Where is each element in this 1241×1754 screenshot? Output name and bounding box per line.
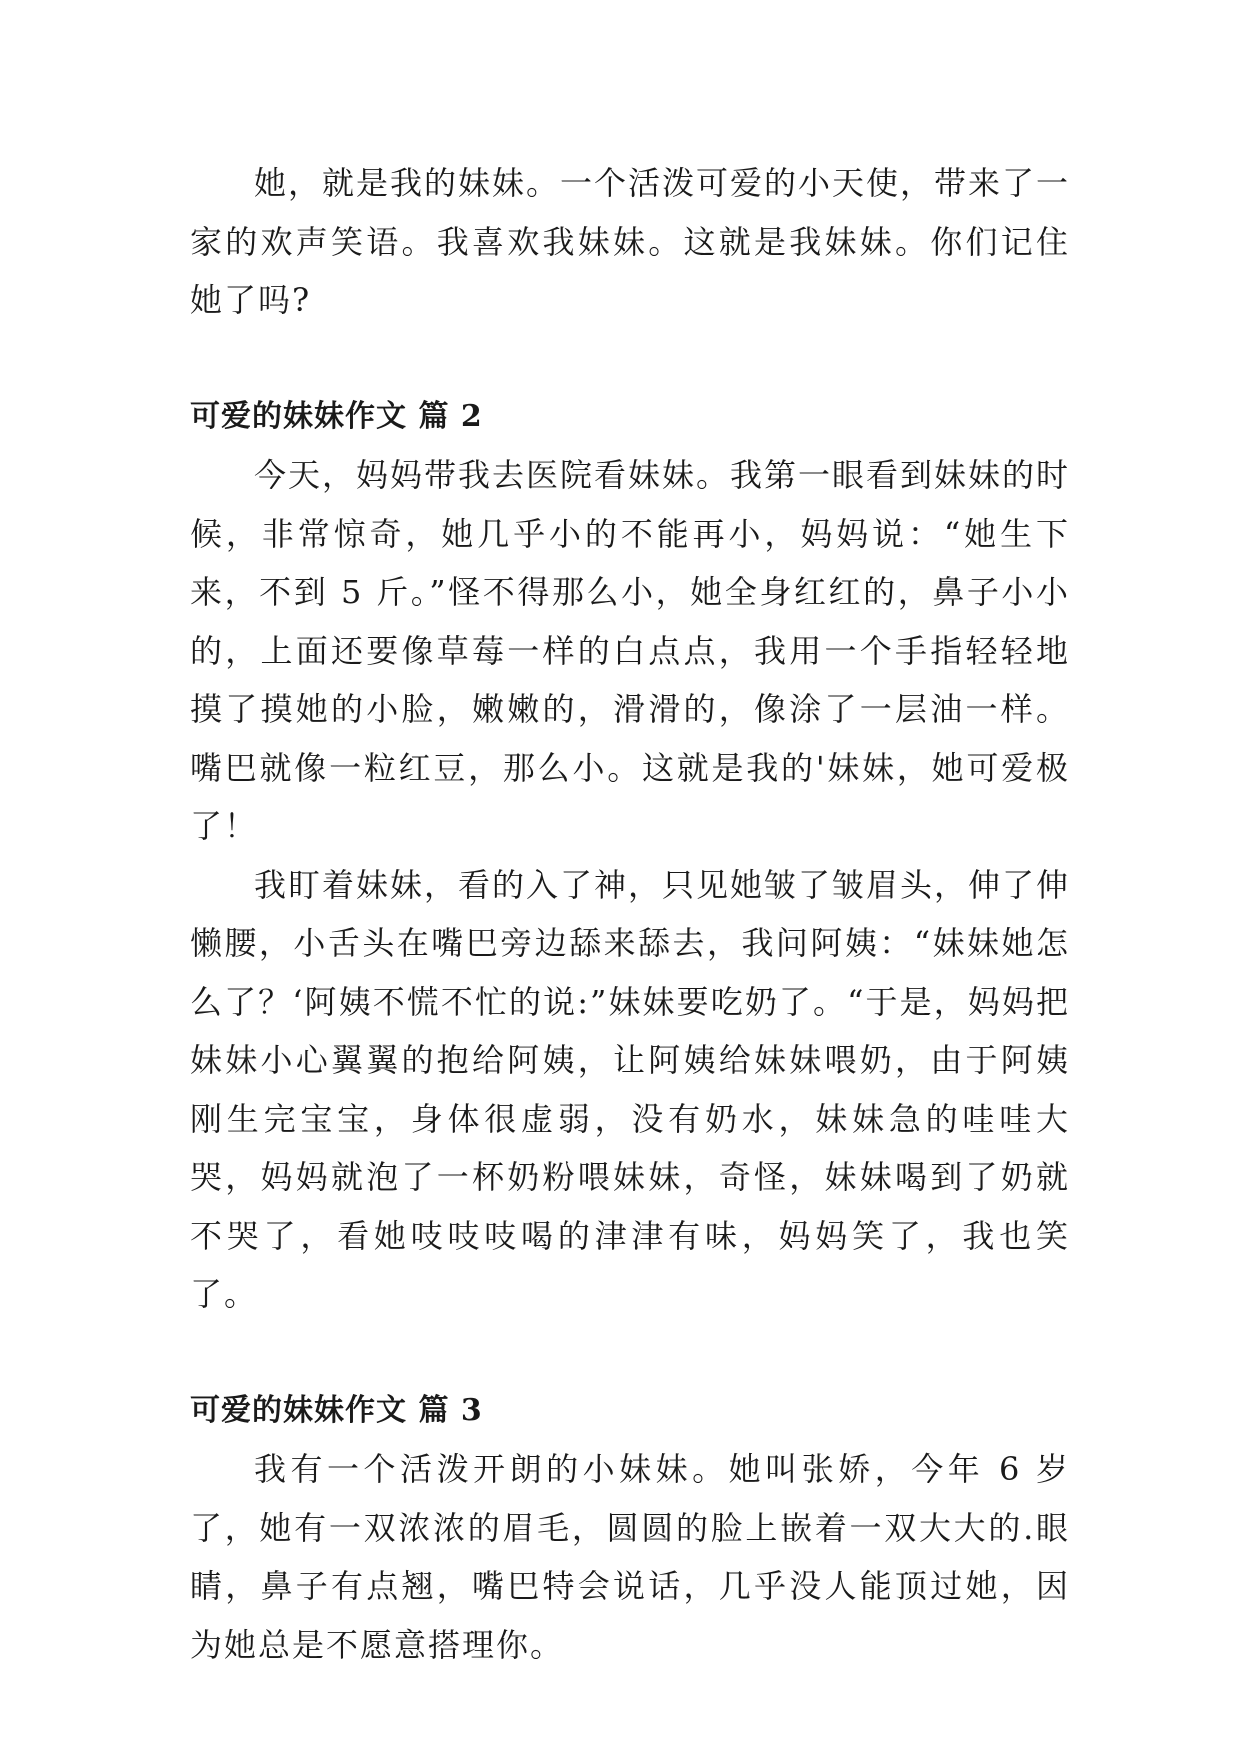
paragraph-1: 她，就是我的妹妹。一个活泼可爱的小天使，带来了一家的欢声笑语。我喜欢我妹妹。这就是我妹妹。你们记住她了吗? xyxy=(190,164,1071,319)
section-heading-3: 可爱的妹妹作文 篇 3 xyxy=(190,1392,483,1428)
paragraph-4: 我有一个活泼开朗的小妹妹。她叫张娇，今年 6 岁了，她有一双浓浓的眉毛，圆圆的脸上嵌着一双大大的.眼睛，鼻子有点翘，嘴巴特会说话，几乎没人能顶过她，因为她总是不愿意搭理你。 xyxy=(190,1450,1070,1664)
section-heading-2: 可爱的妹妹作文 篇 2 xyxy=(190,398,483,434)
text-column xyxy=(190,154,1070,1674)
paragraph-2: 今天，妈妈带我去医院看妹妹。我第一眼看到妹妹的时候，非常惊奇，她几乎小的不能再小，妈妈说：“她生下来，不到 5 斤。”怪不得那么小，她全身红红的，鼻子小小的，上面还要像草莓一样的白点点，我用一个手指轻轻地摸了摸她的小脸，嫩嫩的，滑滑的，像涂了一层油一样。嘴巴就像一粒红豆，那么小。这就是我的'妹妹，她可爱极了！ xyxy=(190,456,1071,845)
paragraph-3: 我盯着妹妹，看的入了神，只见她皱了皱眉头，伸了伸懒腰，小舌头在嘴巴旁边舔来舔去，我问阿姨：“妹妹她怎么了？‘阿姨不慌不忙的说:”妹妹要吃奶了。“于是，妈妈把妹妹小心翼翼的抱给阿姨，让阿姨给妹妹喂奶，由于阿姨刚生完宝宝，身体很虚弱，没有奶水，妹妹急的哇哇大哭，妈妈就泡了一杯奶粉喂妹妹，奇怪，妹妹喝到了奶就不哭了，看她吱吱吱喝的津津有味，妈妈笑了，我也笑了。 xyxy=(190,865,1071,1313)
